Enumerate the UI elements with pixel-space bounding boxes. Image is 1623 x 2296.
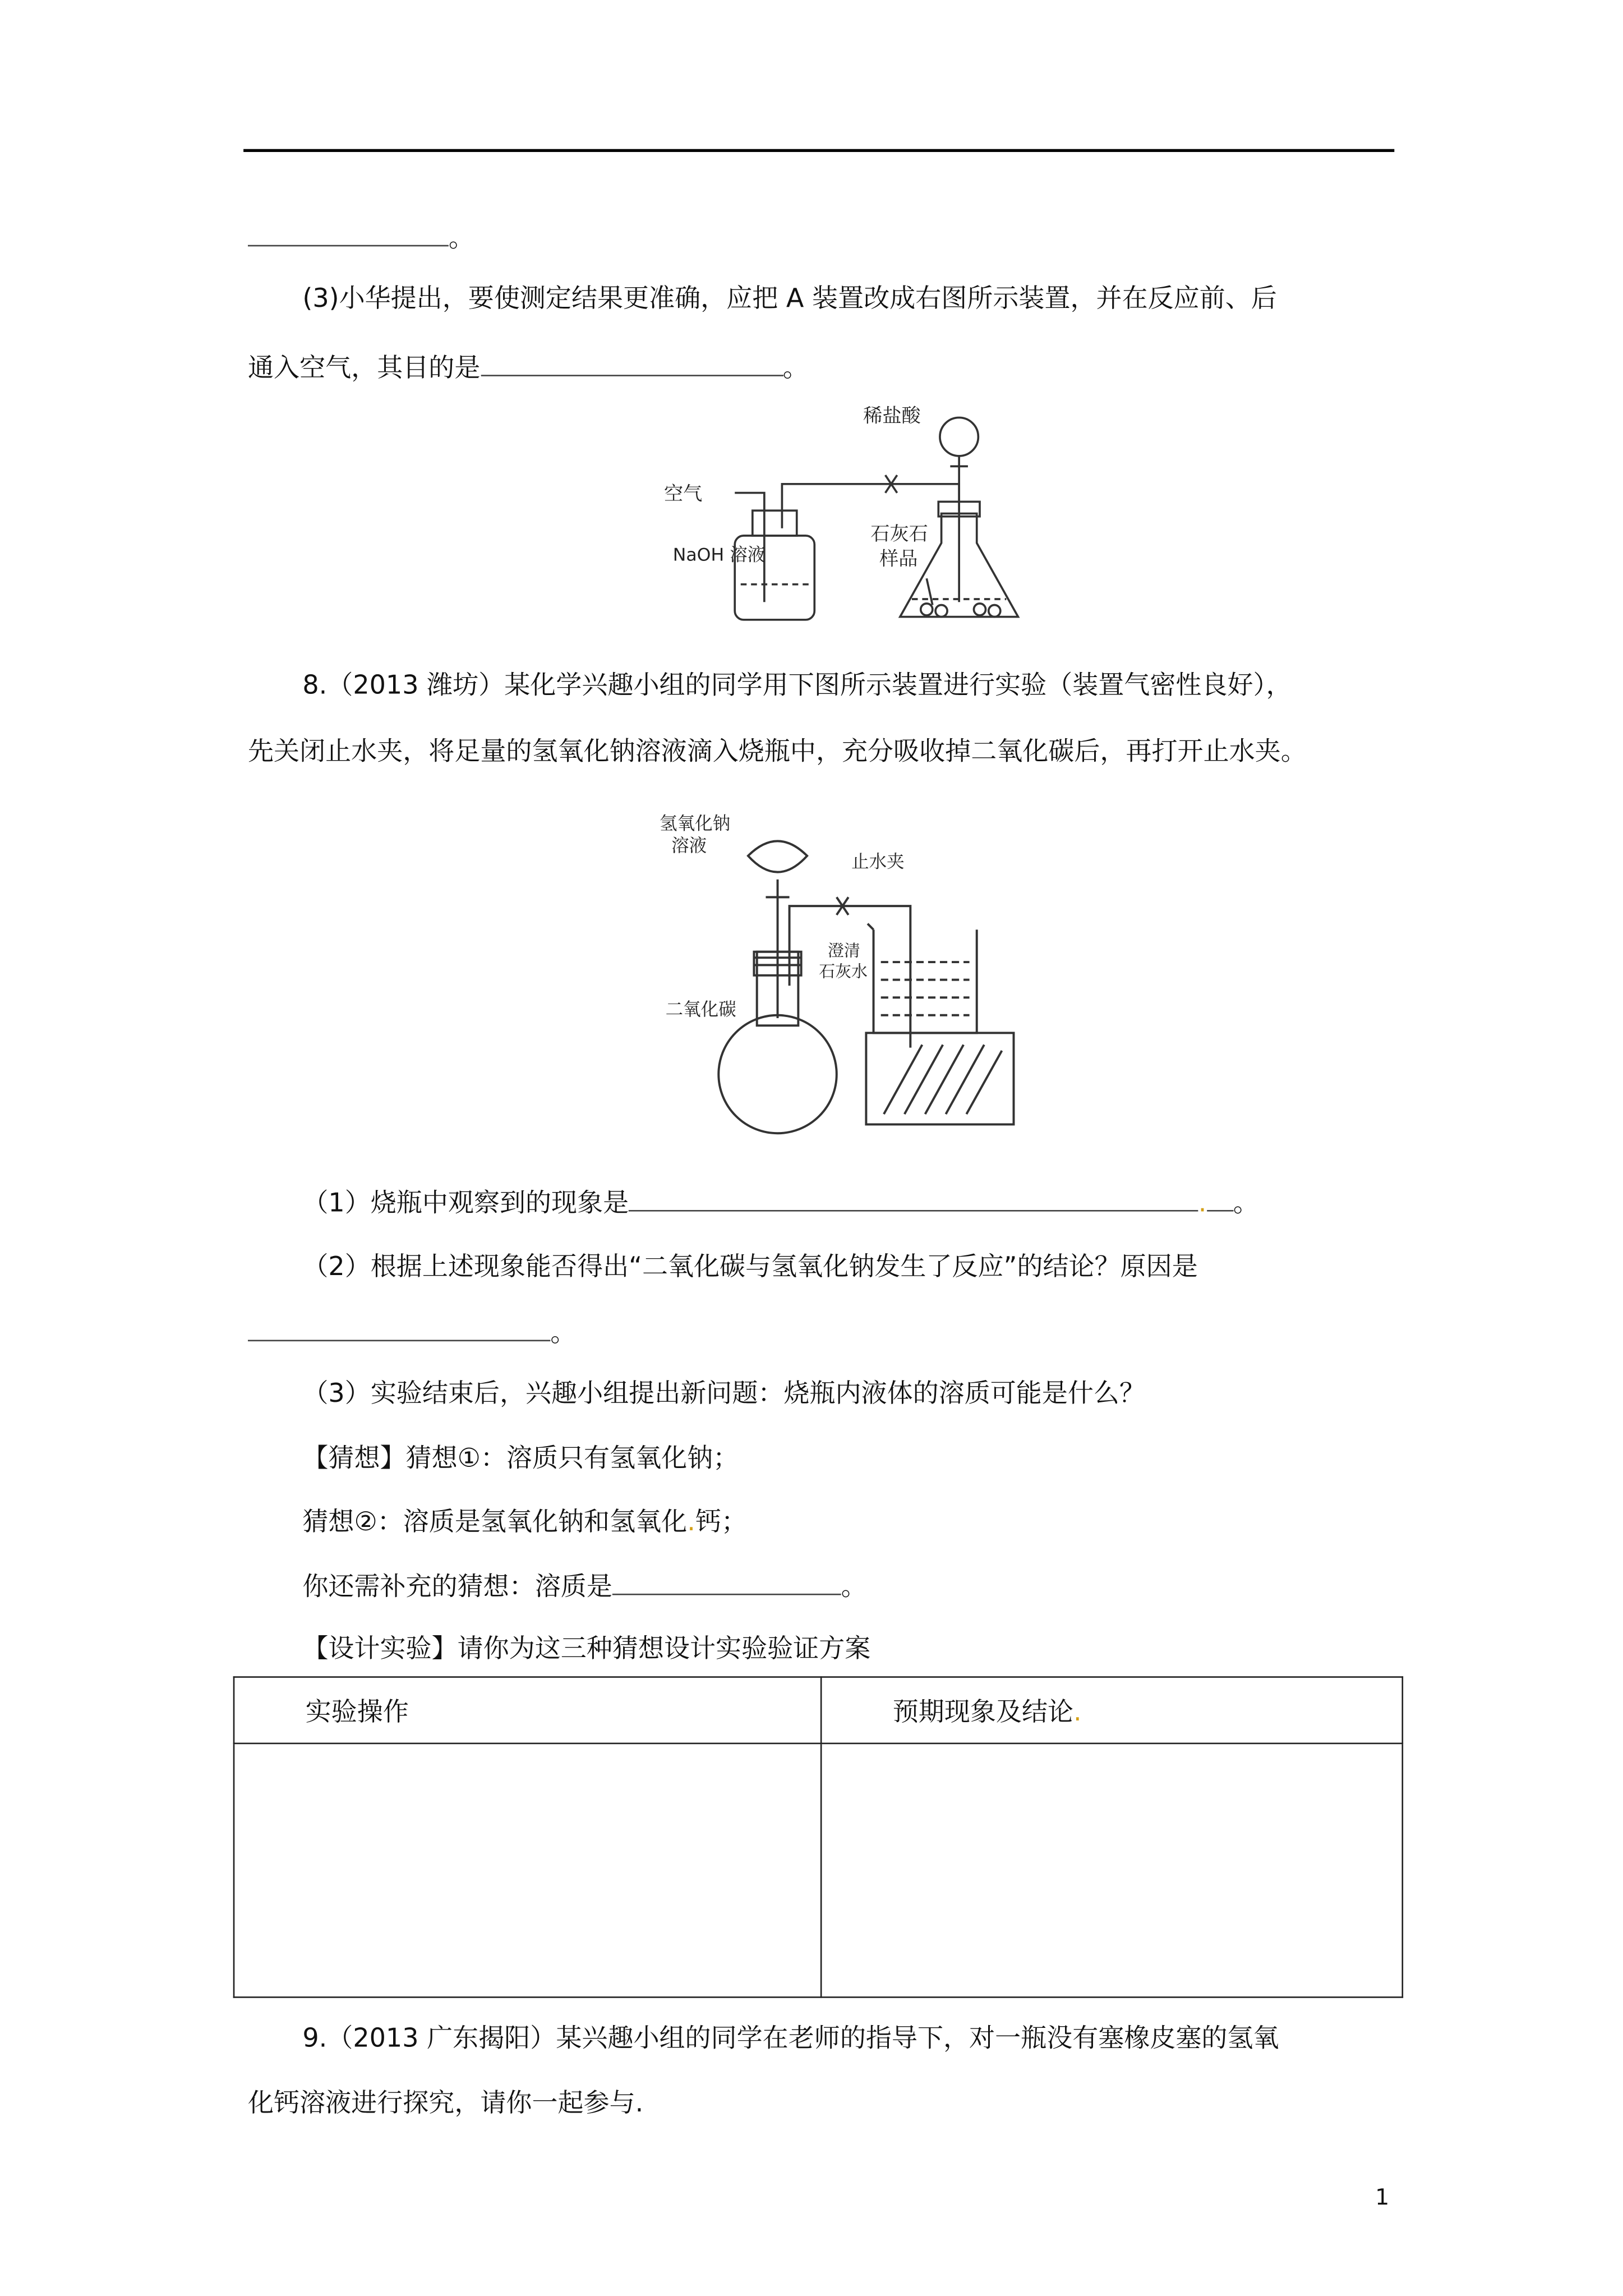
q8-s3: （3）实验结束后，兴趣小组提出新问题：烧瓶内液体的溶质可能是什么？ <box>302 1379 1146 1410</box>
limewater-label-1: 澄清 <box>827 941 860 960</box>
sample-label-2: 样品 <box>879 547 918 570</box>
q8-s2-line1: （2）根据上述现象能否得出“二氧化碳与氢氧化钠发生了反应”的结论？原因是 <box>302 1253 1198 1282</box>
table-answer-cell[interactable] <box>821 1743 1403 1997</box>
table-header-row <box>234 1677 1403 1743</box>
table-header-cell: 实验操作 <box>234 1677 821 1743</box>
q7-3-line2: 通入空气，其目的是 。 <box>248 354 809 384</box>
naoh-label: NaOH 溶液 <box>672 545 766 565</box>
naoh-label-line2: 溶液 <box>671 835 707 856</box>
limewater-label-2: 石灰水 <box>819 961 868 981</box>
q8-line2: 先关闭止水夹，将足量的氢氧化钠溶液滴入烧瓶中，充分吸收掉二氧化碳后，再打开止水夹。 <box>248 738 1307 767</box>
q8-s2-line2: 。 <box>248 1313 576 1350</box>
clamp-label: 止水夹 <box>851 852 905 872</box>
answer-blank <box>629 1189 1198 1211</box>
header-rule <box>243 149 1394 151</box>
apparatus-figure-1 <box>664 395 1026 632</box>
answer-blank <box>612 1573 841 1595</box>
answer-blank <box>1206 1189 1233 1211</box>
guess-3: 你还需补充的猜想：溶质是 。 <box>302 1573 867 1603</box>
q7-3-line1: (3)小华提出，要使测定结果更准确，应把 A 装置改成右图所示装置，并在反应前、后 <box>302 284 1277 315</box>
answer-blank <box>248 224 449 246</box>
q8-s1: （1）烧瓶中观察到的现象是 . 。 <box>302 1189 1259 1219</box>
answer-blank <box>248 1319 550 1341</box>
apparatus-figure-2 <box>660 797 1036 1143</box>
table-row <box>234 1743 1403 1997</box>
guess-2: 猜想②：溶质是氢氧化钠和氢氧化.钙； <box>302 1508 747 1538</box>
q9-line1: 9.（2013 广东揭阳）某兴趣小组的同学在老师的指导下，对一瓶没有塞橡皮塞的氢氧 <box>302 2024 1279 2054</box>
co2-label: 二氧化碳 <box>665 999 736 1020</box>
q8-line1: 8.（2013 潍坊）某化学兴趣小组的同学用下图所示装置进行实验（装置气密性良好）， <box>302 671 1292 701</box>
table-answer-cell[interactable] <box>234 1743 821 1997</box>
answer-line-fragment: 。 <box>248 218 474 255</box>
acid-label: 稀盐酸 <box>863 404 921 427</box>
design-heading: 【设计实验】请你为这三种猜想设计实验验证方案 <box>302 1635 871 1665</box>
page-number: 1 <box>1375 2184 1390 2211</box>
experiment-table <box>233 1676 1403 1998</box>
sample-label-1: 石灰石 <box>870 522 928 545</box>
air-label: 空气 <box>663 482 703 505</box>
answer-blank <box>480 354 782 376</box>
q9-line2: 化钙溶液进行探究，请你一起参与. <box>248 2089 644 2119</box>
table-header-cell: 预期现象及结论. <box>821 1677 1403 1743</box>
naoh-label-line1: 氢氧化钠 <box>660 813 731 834</box>
guess-1: 【猜想】猜想①：溶质只有氢氧化钠； <box>302 1444 739 1474</box>
